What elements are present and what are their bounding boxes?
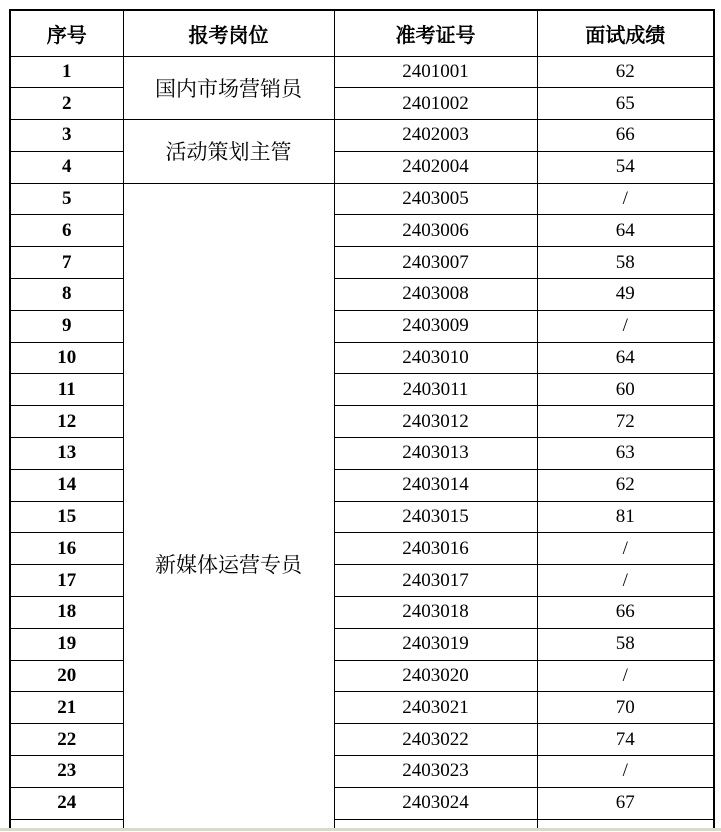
score-cell: 81	[537, 501, 714, 533]
table-row	[10, 533, 714, 565]
serial-cell: 7	[10, 247, 123, 279]
ticket-cell: 2403017	[334, 565, 537, 597]
table-row	[10, 56, 714, 88]
ticket-cell: 2403005	[334, 183, 537, 215]
interview-score-table	[9, 9, 715, 829]
score-cell: 67	[537, 787, 714, 819]
serial-cell: 12	[10, 406, 123, 438]
serial-cell: 21	[10, 692, 123, 724]
score-cell: 49	[537, 279, 714, 311]
position-cell-event-planning: 活动策划主管	[123, 120, 334, 184]
ticket-cell: 2403011	[334, 374, 537, 406]
serial-cell: 23	[10, 756, 123, 788]
score-cell: 60	[537, 374, 714, 406]
ticket-cell: 2403014	[334, 469, 537, 501]
ticket-cell: 2401001	[334, 56, 537, 88]
serial-cell: 9	[10, 310, 123, 342]
score-cell: 54	[537, 151, 714, 183]
table-row	[10, 342, 714, 374]
ticket-cell: 2403012	[334, 406, 537, 438]
table-row	[10, 406, 714, 438]
table-row	[10, 151, 714, 183]
score-cell: 66	[537, 120, 714, 152]
ticket-cell: 2403006	[334, 215, 537, 247]
table-container	[9, 9, 717, 829]
table-row	[10, 183, 714, 215]
table-row	[10, 628, 714, 660]
serial-cell: 20	[10, 660, 123, 692]
table-row	[10, 565, 714, 597]
score-cell: 74	[537, 724, 714, 756]
ticket-cell: 2403018	[334, 597, 537, 629]
score-cell: 63	[537, 438, 714, 470]
score-cell: /	[537, 660, 714, 692]
ticket-cell: 2403024	[334, 787, 537, 819]
table-row	[10, 724, 714, 756]
serial-cell: 19	[10, 628, 123, 660]
score-cell: /	[537, 756, 714, 788]
table-row	[10, 660, 714, 692]
serial-cell: 8	[10, 279, 123, 311]
ticket-cell: 2403007	[334, 247, 537, 279]
ticket-cell: 2403010	[334, 342, 537, 374]
serial-cell: 13	[10, 438, 123, 470]
score-cell: /	[537, 310, 714, 342]
table-row	[10, 692, 714, 724]
ticket-cell: 2402004	[334, 151, 537, 183]
score-cell: 70	[537, 692, 714, 724]
score-cell: /	[537, 183, 714, 215]
table-row	[10, 88, 714, 120]
score-cell: 64	[537, 215, 714, 247]
table-row	[10, 120, 714, 152]
table-row	[10, 501, 714, 533]
table-row	[10, 756, 714, 788]
position-cell-domestic-marketing: 国内市场营销员	[123, 56, 334, 120]
ticket-cell: 2403022	[334, 724, 537, 756]
score-cell: 58	[537, 628, 714, 660]
ticket-cell: 2403015	[334, 501, 537, 533]
table-body	[10, 56, 714, 829]
serial-cell: 6	[10, 215, 123, 247]
score-cell: 64	[537, 342, 714, 374]
serial-cell: 15	[10, 501, 123, 533]
ticket-cell: 2403019	[334, 628, 537, 660]
ticket-cell: 2403008	[334, 279, 537, 311]
serial-cell: 17	[10, 565, 123, 597]
ticket-cell: 2402003	[334, 120, 537, 152]
serial-cell: 2	[10, 88, 123, 120]
serial-cell: 24	[10, 787, 123, 819]
score-cell: 62	[537, 469, 714, 501]
serial-cell: 16	[10, 533, 123, 565]
page-edge-divider	[0, 828, 721, 831]
serial-cell: 11	[10, 374, 123, 406]
table-row	[10, 310, 714, 342]
score-cell: 66	[537, 597, 714, 629]
serial-cell: 22	[10, 724, 123, 756]
serial-cell: 10	[10, 342, 123, 374]
col-header-serial: 序号	[10, 10, 123, 56]
col-header-score: 面试成绩	[537, 10, 714, 56]
serial-cell: 14	[10, 469, 123, 501]
serial-cell: 3	[10, 120, 123, 152]
serial-cell: 1	[10, 56, 123, 88]
table-row	[10, 279, 714, 311]
header-row	[10, 10, 714, 56]
ticket-cell: 2403021	[334, 692, 537, 724]
score-cell: /	[537, 565, 714, 597]
ticket-cell: 2403023	[334, 756, 537, 788]
table-header	[10, 10, 714, 56]
score-cell: 72	[537, 406, 714, 438]
table-row	[10, 374, 714, 406]
position-cell-new-media	[123, 183, 334, 829]
ticket-cell: 2403013	[334, 438, 537, 470]
table-row	[10, 438, 714, 470]
ticket-cell: 2401002	[334, 88, 537, 120]
serial-cell: 18	[10, 597, 123, 629]
col-header-position: 报考岗位	[123, 10, 334, 56]
serial-cell: 4	[10, 151, 123, 183]
col-header-ticket: 准考证号	[334, 10, 537, 56]
score-cell: /	[537, 533, 714, 565]
ticket-cell: 2403016	[334, 533, 537, 565]
position-label: 新媒体运营专员	[155, 552, 302, 577]
table-row	[10, 597, 714, 629]
serial-cell: 5	[10, 183, 123, 215]
score-cell: 58	[537, 247, 714, 279]
table-row	[10, 469, 714, 501]
table-row	[10, 247, 714, 279]
ticket-cell: 2403020	[334, 660, 537, 692]
score-cell: 65	[537, 88, 714, 120]
score-cell: 62	[537, 56, 714, 88]
table-row	[10, 215, 714, 247]
table-row	[10, 787, 714, 819]
ticket-cell: 2403009	[334, 310, 537, 342]
